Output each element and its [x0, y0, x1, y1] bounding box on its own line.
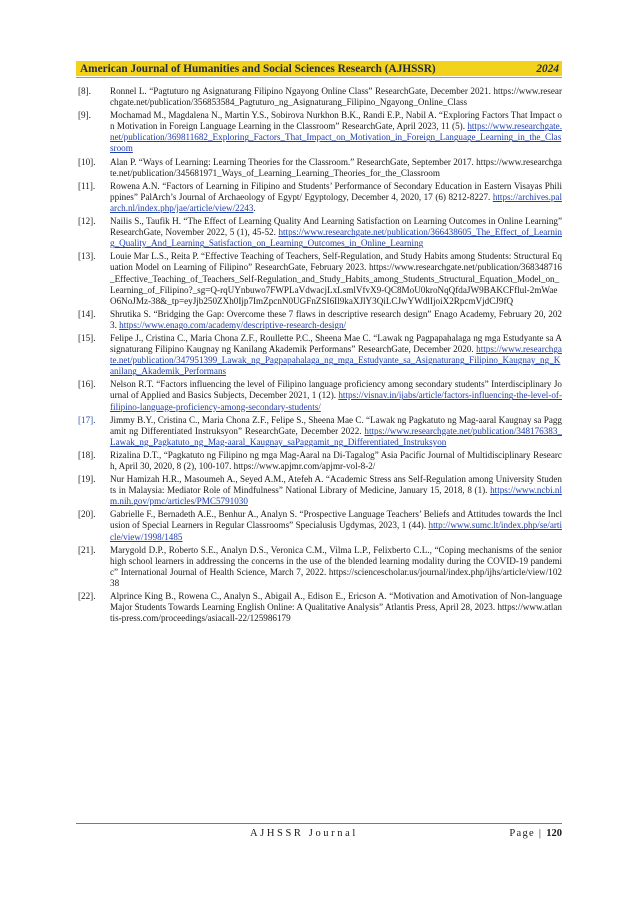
reference-text [110, 309, 562, 331]
footer-divider [76, 823, 562, 824]
reference-item [78, 415, 562, 448]
reference-number: [20]. [78, 509, 96, 520]
reference-text [110, 110, 562, 154]
reference-link[interactable]: https://www.researchgate.net/publication/366438605_The_Effect_of_Learning_Quality_And_Learning_Satisfaction_on_Learning_Outcomes_in_Online_Learning [110, 227, 562, 249]
reference-text [110, 251, 562, 306]
reference-citation: Gabrielle F., Bernadeth A.E., Benhur A., Analyn S. “Prospective Language Teachers’ Beliefs and Attitudes towards the Inclusion of Special Learners in Regular Classrooms” Specialusis Ugdymas, 2023, 1 (44). [110, 509, 562, 531]
page-label: Page | [509, 828, 543, 839]
reference-item [78, 474, 562, 507]
reference-text [110, 545, 562, 589]
reference-number: [22]. [78, 591, 96, 602]
reference-text [110, 181, 562, 214]
reference-link[interactable]: https://visnav.in/ijabs/article/factors-influencing-the-level-of-filipino-language-proficiency-among-secondary-students/ [110, 390, 562, 412]
reference-link[interactable]: https://archives.palarch.nl/index.php/jae/article/view/2243 [110, 191, 562, 213]
reference-citation: Rizalina D.T., “Pagkatuto ng Filipino ng mga Mag-Aaral na Di-Tagalog” Asia Pacific Journal of Multidisciplinary Research, April 30, 2020, 8 (2), 100-107. https://www.apjmr.com/apjmr-vol-8-2/ [110, 449, 562, 471]
reference-text [110, 474, 562, 507]
reference-number: [9]. [78, 110, 91, 121]
reference-link[interactable]: https://www.researchgate.net/publication/369811682_Exploring_Factors_That_Impact_on_Motivation_in_Foreign_Language_Learning_in_the_Classroom [110, 121, 562, 154]
reference-link[interactable]: http://www.sumc.lt/index.php/se/article/view/1998/1485 [110, 520, 562, 542]
reference-text [110, 86, 562, 108]
journal-title: American Journal of Humanities and Social Sciences Research (AJHSSR) [80, 62, 436, 75]
reference-number: [8]. [78, 86, 91, 96]
reference-citation: Shrutika S. “Bridging the Gap: Overcome these 7 flaws in descriptive research design” Enago Academy, February 20, 2023. [110, 308, 562, 330]
reference-citation: . [253, 202, 256, 213]
reference-number: [16]. [78, 379, 96, 390]
page-footer [76, 828, 562, 839]
reference-item [78, 309, 562, 331]
reference-citation: Nailis S., Taufik H. “The Effect of Learning Quality And Learning Satisfaction on Learning Outcomes in Online Learning” ResearchGate, November 2022, 5 (1), 45-52. [110, 216, 562, 238]
reference-text [110, 415, 562, 448]
reference-link[interactable]: https://www.researchgate.net/publication/348176383_Lawak_ng_Pagkatuto_ng_Mag-aaral_Kaugnay_saPaggamit_ng_Differentiated_Instruksyon [110, 425, 562, 447]
reference-list [78, 86, 562, 626]
reference-text [110, 379, 562, 412]
reference-link[interactable]: https://www.researchgate.net/publication/347951399_Lawak_ng_Pagpapahalaga_ng_mga_Estudyante_sa_Asignaturang_Filipino_Kaugnay_ng_Kanilang_Akademik_Performans [110, 344, 562, 377]
reference-citation: Rowena A.N. “Factors of Learning in Filipino and Students’ Performance of Secondary Education in Eastern Visayas Philippines” PalArch’s Journal of Archaeology of Egypt/ Egyptology, December 4, 2020, 17 (6) 8212-8227. [110, 180, 562, 202]
reference-number: [11]. [78, 180, 96, 191]
reference-number: [12]. [78, 216, 96, 227]
reference-text [110, 591, 562, 624]
page-number: 120 [546, 828, 562, 839]
reference-item [78, 110, 562, 154]
reference-citation: Marygold D.P., Roberto S.E., Analyn D.S., Veronica C.M., Vilma L.P., Felixberto C.L., “Coping mechanisms of the senior high school learners in addressing the concerns in the use of the blended learning modality during the COVID-19 pandemic” International Journal of Health Science, March 7, 2022. https://sciencescholar.us/journal/index.php/ijhs/article/view/10238 [110, 544, 562, 588]
journal-year: 2024 [536, 62, 559, 75]
reference-item [78, 591, 562, 624]
reference-text [110, 509, 562, 542]
reference-text [110, 450, 562, 472]
reference-link[interactable]: https://www.enago.com/academy/descriptive-research-design/ [119, 319, 347, 330]
reference-item [78, 509, 562, 542]
reference-number: [17]. [78, 414, 96, 425]
reference-number: [15]. [78, 332, 96, 343]
reference-item [78, 157, 562, 179]
reference-citation: Jimmy B.Y., Cristina C., Maria Chona Z.F., Felipe S., Sheena Mae C. “Lawak ng Pagkatuto ng Mag-aaral Kaugnay sa Paggamit ng Differentiated Instruksyon” ResearchGate, December 2022. [110, 414, 562, 436]
footer-journal-name: AJHSSR Journal [250, 828, 358, 839]
reference-citation: Mochamad M., Magdalena N., Martin Y.S., Sobirova Nurkhon B.K., Randi E.P., Nabil A. “Exploring Factors That Impact on Motivation in Foreign Language Learning in the Classroom” ResearchGate, April 2023, 11 (5). [110, 110, 562, 132]
reference-number: [13]. [78, 251, 96, 262]
reference-citation: Nelson R.T. “Factors influencing the level of Filipino language proficiency among secondary students” Interdisciplinary Journal of Applied and Basics Subjects, December 2021, 1 (12). [110, 379, 562, 401]
reference-item [78, 216, 562, 249]
reference-text [110, 333, 562, 377]
reference-citation: Alprince King B., Rowena C., Analyn S., Abigail A., Edison E., Ericson A. “Motivation and Amotivation of Non-language Major Students Towards Learning English Online: A Qualitative Analysis” Atlantis Press, April 28, 2023. https://www.atlantis-press.com/proceedings/asiacall-22/125986179 [110, 591, 562, 624]
reference-citation: Ronnel L. “Pagtuturo ng Asignaturang Filipino Ngayong Online Class” ResearchGate, December 2021. https://www.researchgate.net/publication/356853584_Pagtuturo_ng_Asignaturang_Filipino_Ngayong_Online_Class [110, 86, 562, 108]
reference-number: [14]. [78, 308, 96, 319]
reference-text [110, 216, 562, 249]
header-divider [76, 77, 562, 78]
page-number-label [509, 828, 562, 839]
reference-link[interactable]: https://www.ncbi.nlm.nih.gov/pmc/articles/PMC5791030 [110, 485, 562, 507]
reference-citation: Nur Hamizah H.R., Masoumeh A., Seyed A.M., Atefeh A. “Academic Stress ans Self-Regulation among University Students in Malaysia: Mediator Role of Mindfulness” National Library of Medicine, January 15, 2018, 8 (1). [110, 474, 562, 496]
journal-header-bar [76, 61, 562, 76]
reference-number: [18]. [78, 449, 96, 460]
reference-item [78, 545, 562, 589]
reference-number: [10]. [78, 156, 96, 167]
reference-text [110, 157, 562, 179]
reference-number: [19]. [78, 474, 96, 485]
reference-item [78, 86, 562, 108]
reference-item [78, 251, 562, 306]
reference-item [78, 450, 562, 472]
reference-citation: Felipe J., Cristina C., Maria Chona Z.F., Roullette P.C., Sheena Mae C. “Lawak ng Pagpapahalaga ng mga Estudyante sa Asignaturang Filipino Kaugnay ng Kanilang Akademik Performans” ResearchGate, December 2020. [110, 332, 562, 355]
reference-item [78, 181, 562, 214]
reference-item [78, 333, 562, 377]
reference-item [78, 379, 562, 412]
reference-number: [21]. [78, 544, 96, 555]
reference-citation: Louie Mar L.S., Reita P. “Effective Teaching of Teachers, Self-Regulation, and Study Habits among Students: Structural Equation Model on Learning of Filipino” ResearchGate, February 2023. https://www.researchgate.net/publication/368348716_Effective_Teaching_of_Teachers_Self-Regulation_and_Study_Habits_among_Students_Structural_Equation_Model_on_Learning_of_Filipino?_sg=Q-rqUYnbuwo7FWPLaVdwacjLxLsmlVfvX9-QC8MoU0kroNqQfdaJW9BAKCFflul-2mWaeO6NoJMz-38&_tp=eyJjb250ZXh0Ijp7ImZpcnN0UGFnZSI6Il9kaXJlY3QiLCJwYWdlIjoiX2RpcmVjdCJ9fQ [110, 251, 562, 306]
reference-citation: Alan P. “Ways of Learning: Learning Theories for the Classroom.” ResearchGate, September 2017. https://www.researchgate.net/publication/345681971_Ways_of_Learning_Learning_Theories_for_the_Classroom [110, 156, 562, 178]
